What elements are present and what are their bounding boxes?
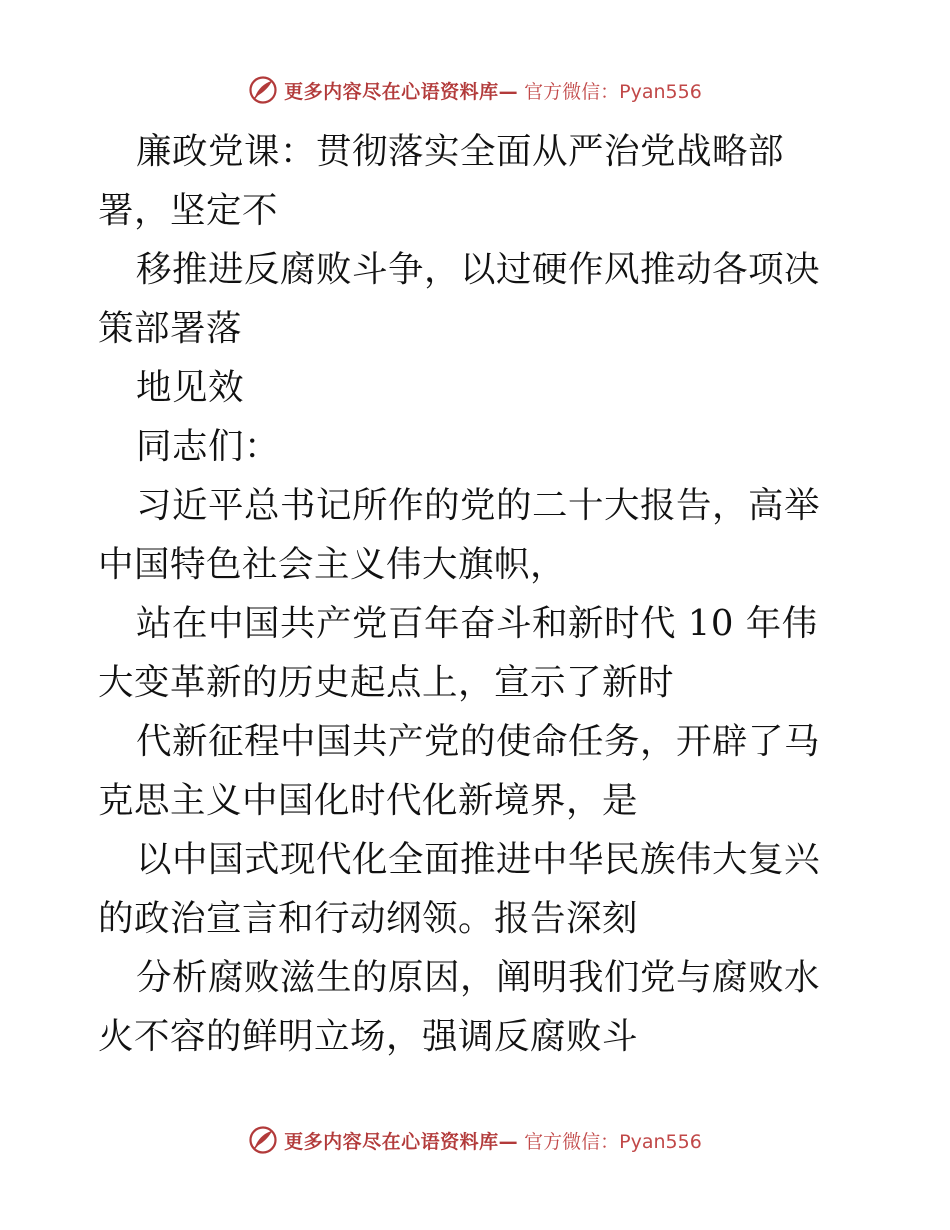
- header-wechat-text: 官方微信：Pyan556: [524, 80, 702, 103]
- paragraph: 地见效: [136, 367, 245, 408]
- paragraph: 移推进反腐败斗争，以过硬作风推动各项决策部署落: [98, 249, 821, 349]
- footer-banner: [0, 1122, 950, 1158]
- paragraph: 站在中国共产党百年奋斗和新时代 10 年伟大变革新的历史起点上，宣示了新时: [98, 603, 818, 703]
- paragraph: 廉政党课：贯彻落实全面从严治党战略部署，坚定不: [98, 131, 785, 231]
- paragraph: 同志们：: [136, 426, 281, 467]
- document-body: [98, 122, 852, 1066]
- quill-logo-icon: [248, 75, 278, 105]
- quill-logo-icon: [248, 1125, 278, 1155]
- paragraph: 分析腐败滋生的原因，阐明我们党与腐败水火不容的鲜明立场，强调反腐败斗: [98, 957, 821, 1057]
- paragraph: 习近平总书记所作的党的二十大报告，高举中国特色社会主义伟大旗帜，: [98, 485, 821, 585]
- header-banner: [0, 72, 950, 108]
- paragraph: 代新征程中国共产党的使命任务，开辟了马克思主义中国化时代化新境界，是: [98, 721, 821, 821]
- footer-wechat-text: 官方微信：Pyan556: [524, 1130, 702, 1153]
- footer-banner-text: 更多内容尽在心语资料库—: [284, 1130, 519, 1153]
- paragraph: 以中国式现代化全面推进中华民族伟大复兴的政治宣言和行动纲领。报告深刻: [98, 839, 821, 939]
- header-banner-text: 更多内容尽在心语资料库—: [284, 80, 519, 103]
